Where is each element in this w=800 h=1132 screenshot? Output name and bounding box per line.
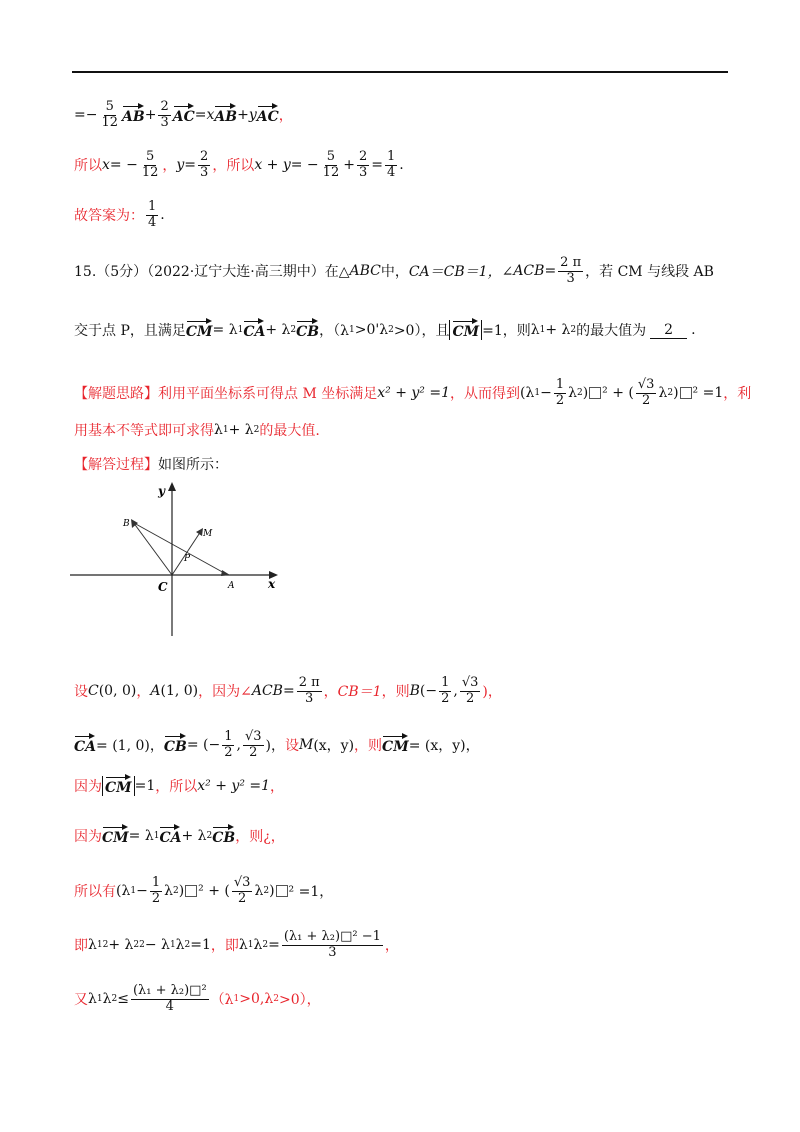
- text: λ: [253, 937, 263, 954]
- answer-line: [74, 200, 165, 231]
- numerator: 2 π: [560, 255, 582, 270]
- text: =−: [74, 107, 98, 124]
- text: (λ: [520, 385, 535, 402]
- text: ): [269, 883, 275, 900]
- numerator: 5: [105, 99, 114, 114]
- vector-ac: AC: [257, 105, 279, 125]
- solution-line-7: [74, 984, 321, 1015]
- text: )，: [482, 684, 502, 701]
- text: ，因为∠: [198, 684, 252, 701]
- arrowhead-icon: [196, 528, 203, 536]
- fraction: [439, 676, 451, 707]
- text: .: [160, 207, 165, 224]
- missing-glyph-box: [276, 885, 288, 897]
- text: ，: [212, 158, 227, 175]
- equation: x² + y² =1: [197, 778, 271, 794]
- subscript: 1: [237, 325, 244, 335]
- point-c: C: [88, 683, 99, 700]
- text: ，则: [354, 738, 383, 755]
- denominator: 4: [386, 164, 396, 180]
- vector-cm: CM: [382, 735, 409, 755]
- vector-ca: CA: [74, 735, 96, 755]
- vector-cm: CM: [105, 776, 132, 796]
- fraction: [158, 100, 170, 131]
- denominator: 12: [141, 164, 159, 180]
- numerator: 5: [145, 149, 155, 164]
- subscript: 1: [96, 940, 103, 951]
- text: ，从而得到: [450, 386, 520, 403]
- vector-ab: AB: [122, 105, 145, 125]
- missing-glyph-box: [680, 387, 692, 399]
- vector-cm: CM: [186, 320, 213, 340]
- point-b: B: [409, 683, 420, 700]
- text: ，: [136, 684, 151, 701]
- text: ，: [162, 158, 177, 175]
- text: ² + (: [198, 883, 230, 900]
- fraction: [297, 676, 322, 707]
- text: λ: [102, 991, 112, 1008]
- numerator: 1: [224, 729, 233, 744]
- text: + λ: [228, 422, 254, 438]
- subscript: 1: [348, 325, 355, 335]
- coordinate-figure: [68, 478, 288, 640]
- text: 所以: [226, 158, 255, 175]
- angle-acb: ACB: [251, 683, 283, 700]
- text: ，则: [381, 684, 410, 701]
- text: + λ: [108, 937, 134, 954]
- solution-idea-line-1: [74, 378, 751, 409]
- solution-line-2: [74, 730, 480, 761]
- answer-blank: 2: [650, 322, 687, 339]
- text: ² =1，: [288, 884, 334, 901]
- subscript: 2: [273, 994, 279, 1005]
- fraction: [146, 200, 158, 231]
- text: ，: [278, 108, 293, 125]
- numerator: 2: [200, 149, 209, 164]
- subscript: 2: [388, 325, 394, 335]
- var-y: y: [248, 107, 257, 124]
- numerator: 1: [148, 199, 157, 214]
- text: .: [691, 322, 696, 338]
- text: ,: [236, 737, 241, 754]
- text: ² =1: [692, 385, 724, 402]
- subscript: 1: [96, 994, 103, 1005]
- text: ，（λ: [319, 323, 349, 339]
- denominator: 2: [249, 744, 258, 760]
- numerator: (λ₁ + λ₂)□² −1: [283, 929, 381, 944]
- solution-line-3: [74, 776, 284, 796]
- numerator: 5: [326, 149, 336, 164]
- text: λ: [175, 937, 185, 954]
- text: ，利: [723, 386, 752, 403]
- denominator: 3: [328, 944, 337, 960]
- text: λ: [658, 385, 668, 402]
- expr: x + y: [254, 157, 291, 174]
- denominator: 2: [642, 392, 651, 408]
- text: 即: [74, 938, 88, 955]
- vector-cm: CM: [102, 826, 129, 846]
- angle-acb: ACB: [513, 263, 545, 280]
- text: =: [371, 157, 383, 174]
- text: ，: [323, 684, 338, 701]
- denominator: 2: [224, 744, 233, 760]
- text: =1: [190, 937, 211, 954]
- triangle-abc: ABC: [349, 263, 381, 280]
- missing-glyph-box: [589, 387, 601, 399]
- fraction: [385, 150, 397, 181]
- fraction: [282, 930, 383, 961]
- denominator: 3: [358, 164, 368, 180]
- text: 用基本不等式即可求得: [74, 423, 214, 439]
- text: λ: [530, 322, 540, 338]
- numerator: 1: [441, 675, 450, 690]
- equation: x² + y² =1: [377, 385, 450, 402]
- denominator: 12: [322, 164, 340, 180]
- denominator: 3: [566, 270, 575, 286]
- vector-ca: CA: [159, 826, 181, 846]
- solution-line-6: [74, 930, 399, 961]
- question-number: 15.（5分）（2022·辽宁大连·高三期中）在△: [74, 264, 350, 281]
- fraction: [460, 676, 481, 707]
- vector-cb-line: [133, 522, 172, 575]
- text: 设: [74, 684, 88, 701]
- numerator: 2: [160, 99, 169, 114]
- text: >0），: [278, 992, 321, 1009]
- text: ,: [453, 683, 458, 700]
- denominator: 2: [465, 690, 475, 706]
- vector-cm: CM: [452, 320, 479, 340]
- text: ² + (: [602, 385, 634, 402]
- numerator: 1: [555, 377, 565, 392]
- numerator: 2: [358, 149, 368, 164]
- text: >0'λ: [354, 322, 389, 338]
- subscript: 1: [233, 994, 240, 1005]
- text: ，即: [210, 938, 239, 955]
- numerator: √3: [637, 377, 655, 392]
- subscript: 1: [534, 388, 541, 399]
- denominator: 3: [305, 690, 314, 706]
- fraction: [321, 150, 342, 181]
- denominator: 2: [441, 690, 450, 706]
- var-y: y: [176, 157, 185, 174]
- subscript: 2: [184, 940, 191, 951]
- text: =: [282, 683, 295, 700]
- arrowhead-icon: [221, 570, 230, 576]
- equation-line-2: [74, 150, 404, 181]
- subscript: 2: [290, 325, 297, 335]
- text: =: [194, 107, 207, 124]
- text: =1，则: [482, 323, 531, 339]
- denominator: 3: [200, 164, 209, 180]
- text: λ: [254, 883, 264, 900]
- text: =: [184, 157, 197, 174]
- fraction: [243, 730, 264, 761]
- text: 的最大值为: [576, 323, 647, 339]
- text: ，: [270, 779, 285, 795]
- text: λ: [238, 937, 248, 954]
- numerator: √3: [244, 729, 262, 744]
- coords: (1, 0): [160, 683, 199, 700]
- point-m: M: [298, 737, 314, 754]
- vector-ca: CA: [243, 320, 265, 340]
- answer-label: 故答案为：: [74, 208, 144, 225]
- text: +: [237, 107, 249, 124]
- text: ，则: [235, 829, 264, 845]
- text: (λ: [116, 883, 131, 900]
- coords: (x，y): [313, 738, 355, 755]
- text: 又: [74, 992, 88, 1009]
- section-tag: 【解题思路】: [74, 386, 158, 403]
- denominator: 12: [101, 114, 119, 130]
- question-15-line-2: [74, 320, 696, 340]
- condition: CA＝CB＝1，∠: [408, 264, 514, 281]
- numerator: √3: [461, 675, 479, 690]
- solution-process-heading: [74, 454, 228, 474]
- text: ¿，: [263, 829, 285, 845]
- text: = (1, 0)，: [96, 738, 164, 755]
- text: =1: [134, 778, 156, 794]
- numerator: 1: [151, 875, 161, 890]
- solution-line-1: [74, 676, 502, 707]
- subscript: 2: [206, 831, 213, 841]
- fraction: [131, 984, 209, 1015]
- text: (−: [419, 683, 438, 700]
- text: 如图所示：: [158, 457, 228, 473]
- text: 中，: [380, 264, 409, 281]
- text: .: [399, 157, 404, 174]
- coords: (0, 0): [98, 683, 137, 700]
- text: （λ: [210, 992, 234, 1009]
- equation-line-1: [74, 100, 293, 131]
- numerator: 2 π: [298, 675, 320, 690]
- text: ，所以: [155, 779, 198, 795]
- label-c: C: [158, 580, 168, 594]
- subscript: 2: [262, 940, 269, 951]
- subscript: 2: [111, 994, 118, 1005]
- subscript: 1: [130, 886, 137, 897]
- vector-cb: CB: [296, 320, 319, 340]
- text: >0,λ: [239, 991, 274, 1008]
- fraction: [222, 730, 234, 761]
- text: ): [673, 385, 679, 402]
- subscript: 1: [153, 831, 160, 841]
- label-b: B: [123, 519, 130, 529]
- fraction: [150, 876, 162, 907]
- text: + λ: [545, 322, 571, 338]
- denominator: 2: [555, 392, 565, 408]
- fraction: [357, 150, 369, 181]
- text: −: [136, 883, 148, 900]
- text: λ: [568, 385, 577, 402]
- subscript: 1: [222, 425, 229, 435]
- text: ): [178, 883, 185, 900]
- denominator: 3: [160, 114, 169, 130]
- abs-value: [449, 320, 482, 340]
- text: = (−: [186, 737, 221, 754]
- y-axis-arrow-icon: [168, 482, 176, 491]
- fraction: [99, 100, 120, 131]
- subscript: 1: [247, 940, 254, 951]
- text: = −: [290, 157, 319, 174]
- text: = λ: [212, 322, 238, 338]
- var-x: x: [206, 107, 215, 124]
- text: + λ: [181, 828, 207, 844]
- text: λ: [214, 422, 223, 438]
- text: 利用平面坐标系可得点 M 坐标满足: [158, 386, 378, 403]
- text: −: [540, 385, 552, 402]
- text: =: [268, 937, 280, 954]
- subscript: 2: [263, 886, 270, 897]
- missing-glyph-box: [185, 885, 197, 897]
- label-a: A: [228, 581, 235, 591]
- text: = −: [109, 157, 138, 174]
- vector-cm-line: [172, 531, 201, 575]
- vector-ab: AB: [214, 105, 237, 125]
- text: λ: [88, 991, 97, 1008]
- text: 交于点 P，且满足: [74, 323, 186, 339]
- fraction: [558, 256, 583, 287]
- text: 因为: [74, 829, 102, 845]
- text: )，: [265, 738, 285, 755]
- vector-ac: AC: [173, 105, 195, 125]
- subscript: 2: [253, 425, 260, 435]
- fraction: [554, 378, 566, 409]
- subscript: 2: [172, 886, 179, 897]
- label-y: y: [158, 484, 165, 498]
- abs-value: [102, 776, 135, 796]
- var-x: x: [102, 157, 110, 174]
- text: >0），且: [393, 323, 450, 339]
- section-tag: 【解答过程】: [74, 457, 158, 473]
- subscript: 2: [667, 388, 674, 399]
- text: 因为: [74, 779, 102, 795]
- text: 设: [284, 738, 299, 755]
- label-x: x: [268, 577, 276, 591]
- vector-cb: CB: [212, 826, 235, 846]
- denominator: 2: [238, 890, 247, 906]
- text: λ: [164, 883, 173, 900]
- subscript: 1: [169, 940, 176, 951]
- text: +: [144, 107, 157, 124]
- numerator: (λ₁ + λ₂)□²: [132, 983, 207, 998]
- text: 所以有: [74, 884, 116, 901]
- numerator: √3: [233, 875, 251, 890]
- text: + λ: [265, 322, 291, 338]
- solution-line-5: [74, 876, 333, 907]
- subscript: 1: [539, 325, 546, 335]
- question-15-line-1: [74, 256, 714, 287]
- label-m: M: [203, 529, 213, 539]
- text: λ: [88, 937, 97, 954]
- denominator: 4: [148, 214, 157, 230]
- vector-cb: CB: [164, 735, 187, 755]
- fraction: [198, 150, 210, 181]
- numerator: 1: [386, 149, 396, 164]
- fraction: [140, 150, 161, 181]
- point-a: A: [150, 683, 161, 700]
- header-rule: [72, 71, 728, 73]
- subscript: 2: [570, 325, 577, 335]
- solution-line-4: [74, 826, 285, 846]
- superscript: 2: [139, 940, 145, 951]
- solution-idea-line-2: [74, 420, 320, 440]
- condition: CB＝1: [337, 684, 382, 701]
- text: ，: [384, 938, 399, 955]
- text: =: [544, 263, 557, 280]
- fraction: [232, 876, 253, 907]
- text: = (x，y)，: [408, 738, 480, 755]
- text: = λ: [128, 828, 154, 844]
- label-p: P: [184, 554, 191, 564]
- subscript: 2: [133, 940, 140, 951]
- text: 所以: [74, 158, 102, 175]
- text: ≤: [117, 991, 129, 1008]
- fraction: [636, 378, 657, 409]
- denominator: 4: [165, 998, 174, 1014]
- text: − λ: [144, 937, 170, 954]
- text: 的最大值.: [259, 423, 320, 439]
- denominator: 2: [151, 890, 161, 906]
- subscript: 2: [576, 388, 583, 399]
- superscript: 2: [102, 940, 109, 951]
- text: ): [582, 385, 589, 402]
- text: +: [343, 157, 355, 174]
- text: ，若 CM 与线段 AB: [585, 264, 714, 281]
